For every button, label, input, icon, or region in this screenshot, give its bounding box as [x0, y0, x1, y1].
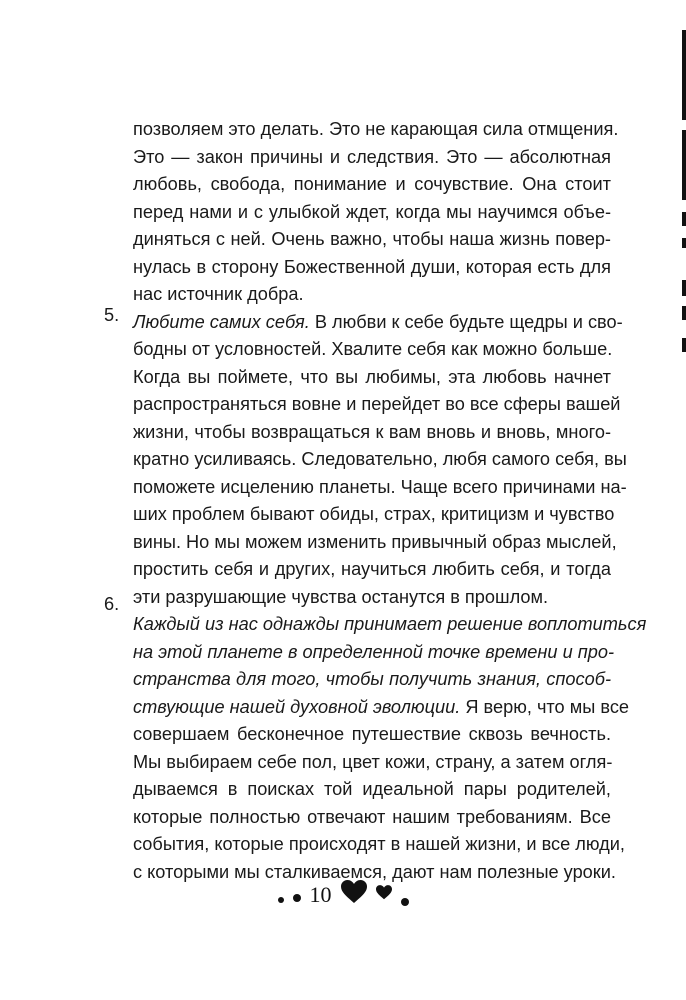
text-line: перед нами и с улыбкой ждет, когда мы научимся объе-: [133, 201, 611, 222]
text-line: дываемся в поисках той идеальной пары родителей,: [133, 779, 611, 799]
dot-icon: [401, 898, 409, 906]
text-line: с которыми мы сталкиваемся, дают нам полезные уроки.: [133, 861, 616, 882]
edge-mark: [682, 280, 686, 296]
text-line: кратно усиливаясь. Следовательно, любя самого себя, вы: [133, 449, 627, 469]
edge-mark: [682, 130, 686, 200]
text-line: эти разрушающие чувства останутся в прошлом.: [133, 586, 549, 607]
text-line: диняться с ней. Очень важно, чтобы наша жизнь повер-: [133, 229, 611, 249]
italic-run: ствующие нашей духовной эволюции.: [133, 696, 461, 717]
text-line: нулась в сторону Божественной души, которая есть для: [133, 256, 611, 277]
text-line-italic: на этой планете в определенной точке времени и про-: [133, 641, 615, 662]
text-line: совершаем бесконечное путешествие сквозь вечность.: [133, 724, 611, 744]
text-line: Когда вы поймете, что вы любимы, эта любовь начнет: [133, 366, 611, 387]
italic-lead: Любите самих себя.: [133, 311, 310, 332]
text-line: которые полностью отвечают нашим требованиям. Все: [133, 806, 611, 827]
text-line: события, которые происходят в нашей жизни, и все люди,: [133, 834, 625, 854]
edge-mark: [682, 306, 686, 320]
list-number-6: 6.: [104, 594, 120, 614]
list-number-5: 5.: [104, 305, 120, 325]
text-line: Мы выбираем себе пол, цвет кожи, страну, а затем огля-: [133, 751, 613, 772]
text-run: Я верю, что мы все: [460, 696, 630, 717]
text-line: позволяем это делать. Это не карающая сила отмщения.: [133, 119, 619, 139]
text-line: вины. Но мы можем изменить привычный образ мыслей,: [133, 531, 617, 552]
page-body: [133, 116, 647, 886]
text-line: поможете исцелению планеты. Чаще всего причинами на-: [133, 476, 627, 497]
text-line: распространяться вовне и перейдет во все сферы вашей: [133, 394, 621, 414]
footer-ornament: [278, 880, 409, 909]
text-line: простить себя и других, научиться любить себя, и тогда: [133, 559, 611, 579]
list-item-6-mixed-line: [133, 694, 630, 722]
edge-mark: [682, 212, 686, 226]
dot-icon: [293, 894, 301, 902]
text-line: жизни, чтобы возвращаться к вам вновь и вновь, много-: [133, 421, 611, 442]
text-run: В любви к себе будьте щедры и сво-: [309, 311, 623, 332]
text-line-italic: Каждый из нас однажды принимает решение воплотиться: [133, 614, 647, 634]
edge-mark: [682, 30, 686, 120]
text-line: бодны от условностей. Хвалите себя как можно больше.: [133, 339, 613, 359]
text-line: Это — закон причины и следствия. Это — абсолютная: [133, 146, 611, 167]
text-line-italic: странства для того, чтобы получить знания, способ-: [133, 669, 611, 689]
list-item-5-first-line: [133, 309, 623, 337]
heart-icon: [376, 885, 392, 905]
text-line: ших проблем бывают обиды, страх, критицизм и чувство: [133, 504, 615, 524]
page-number: 10: [309, 881, 332, 907]
heart-icon: [341, 880, 367, 909]
edge-mark: [682, 338, 686, 352]
edge-mark: [682, 238, 686, 248]
page-footer: [0, 880, 686, 920]
dot-icon: [278, 897, 284, 903]
text-line: нас источник добра.: [133, 284, 304, 304]
text-line: любовь, свобода, понимание и сочувствие. Она стоит: [133, 174, 611, 194]
